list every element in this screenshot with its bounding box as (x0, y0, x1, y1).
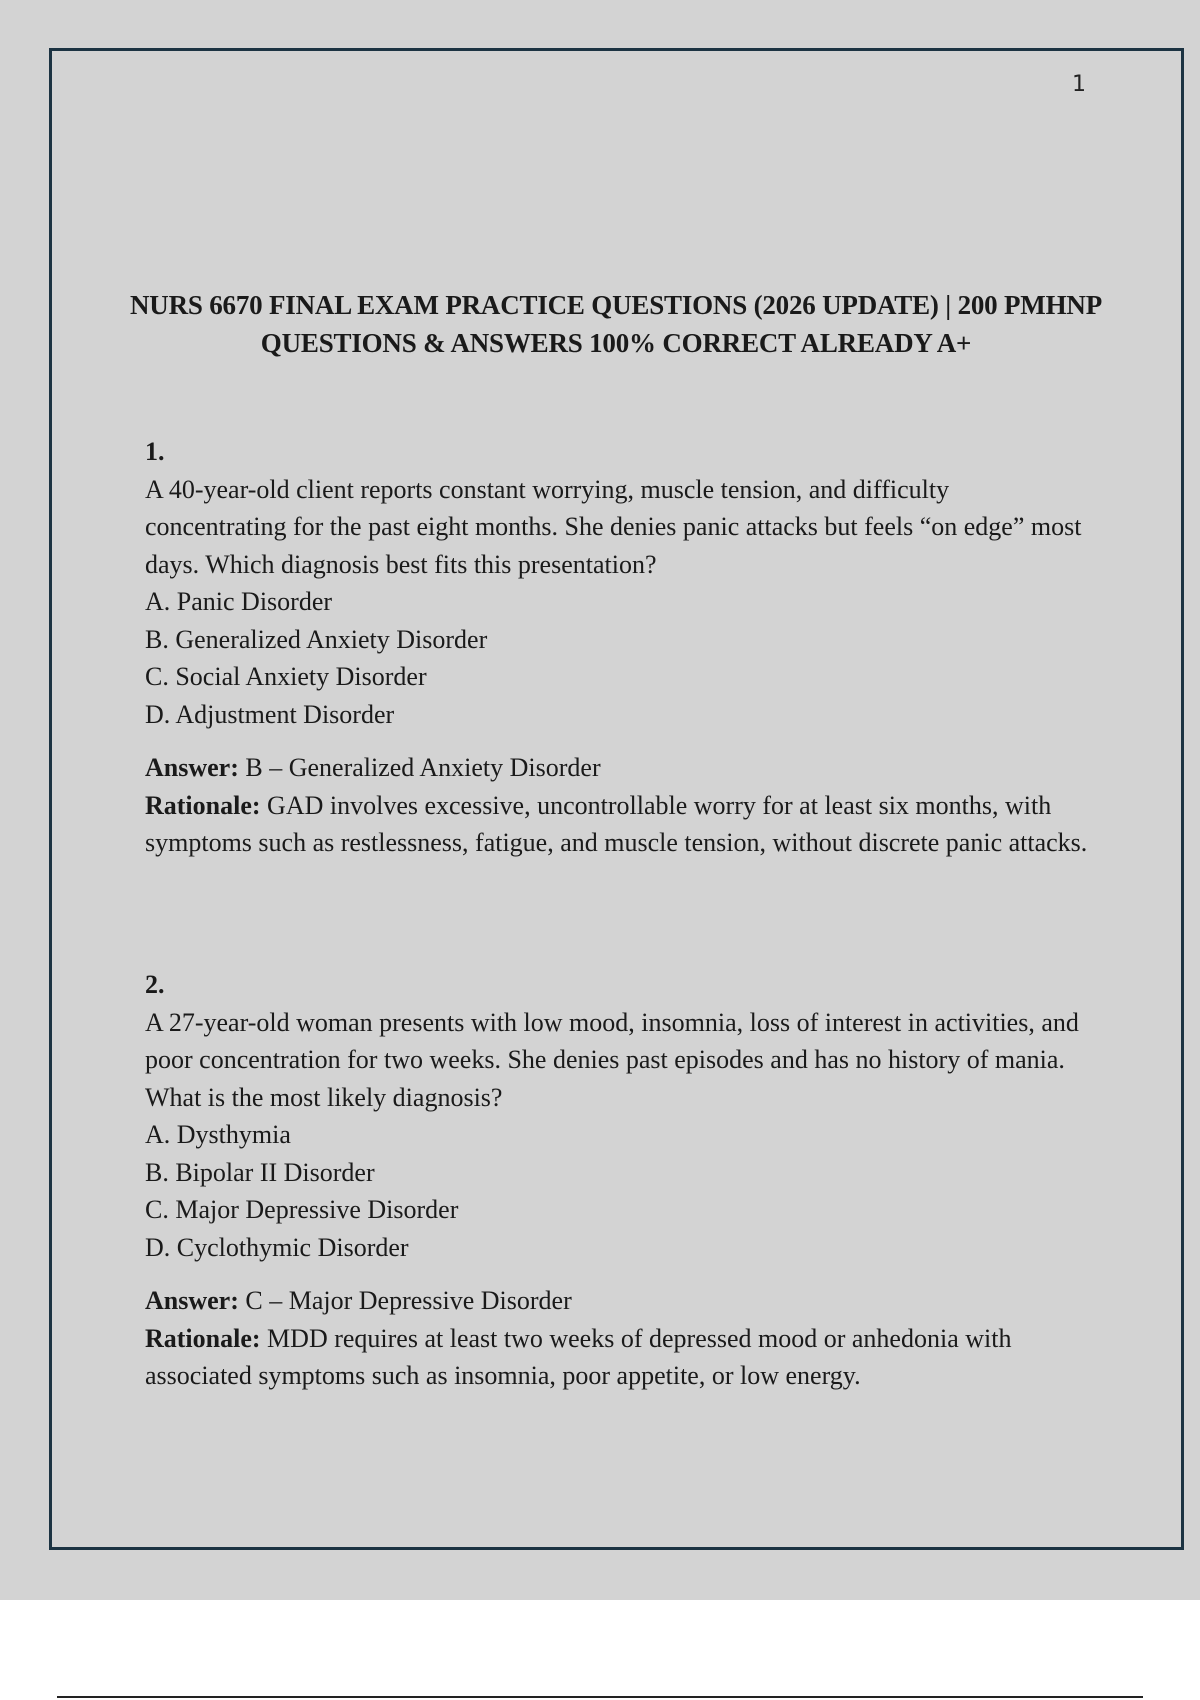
answer-text: B – Generalized Anxiety Disorder (238, 753, 601, 782)
question-number: 1. (145, 437, 165, 466)
question-number: 2. (145, 970, 165, 999)
answer-text: C – Major Depressive Disorder (238, 1286, 572, 1315)
option-b: B. Generalized Anxiety Disorder (145, 624, 488, 654)
question-stem: A 27-year-old woman presents with low mood, insomnia, loss of interest in activities, and poor concentration for two weeks. She denies past episodes and has no history of mania. What is the most likely diagnosis? (145, 1007, 1079, 1112)
answer-label: Answer: (145, 753, 239, 782)
question-block-2 (145, 966, 1095, 1395)
question-stem: A 40-year-old client reports constant worrying, muscle tension, and difficulty concentrating for the past eight months. She denies panic attacks but feels “on edge” most days. Which diagnosis best fits this presentation? (145, 474, 1082, 579)
rationale-text: GAD involves excessive, uncontrollable worry for at least six months, with symptoms such as restlessness, fatigue, and muscle tension, without discrete panic attacks. (145, 790, 1088, 857)
option-a: A. Panic Disorder (145, 587, 333, 616)
page-number: 1 (1072, 72, 1086, 97)
option-b: B. Bipolar II Disorder (145, 1157, 375, 1187)
option-d: D. Cyclothymic Disorder (145, 1232, 409, 1262)
rationale-label: Rationale: (145, 790, 261, 820)
rationale-label: Rationale: (145, 1323, 261, 1353)
option-c: C. Social Anxiety Disorder (145, 662, 427, 691)
answer-label: Answer: (145, 1286, 239, 1315)
question-block-1 (145, 433, 1095, 862)
rationale-text: MDD requires at least two weeks of depressed mood or anhedonia with associated symptoms such as insomnia, poor appetite, or low energy. (145, 1323, 1012, 1390)
option-d: D. Adjustment Disorder (145, 699, 395, 729)
answer-line (145, 749, 1095, 787)
document-title: NURS 6670 FINAL EXAM PRACTICE QUESTIONS (2026 UPDATE) | 200 PMHNP QUESTIONS & ANSWERS 100% CORRECT ALREADY A+ (130, 290, 1102, 358)
option-a: A. Dysthymia (145, 1120, 291, 1149)
rationale-paragraph (145, 1320, 1095, 1395)
answer-line (145, 1282, 1095, 1320)
footer-divider (57, 1696, 1143, 1698)
rationale-paragraph (145, 787, 1095, 862)
option-c: C. Major Depressive Disorder (145, 1195, 459, 1224)
